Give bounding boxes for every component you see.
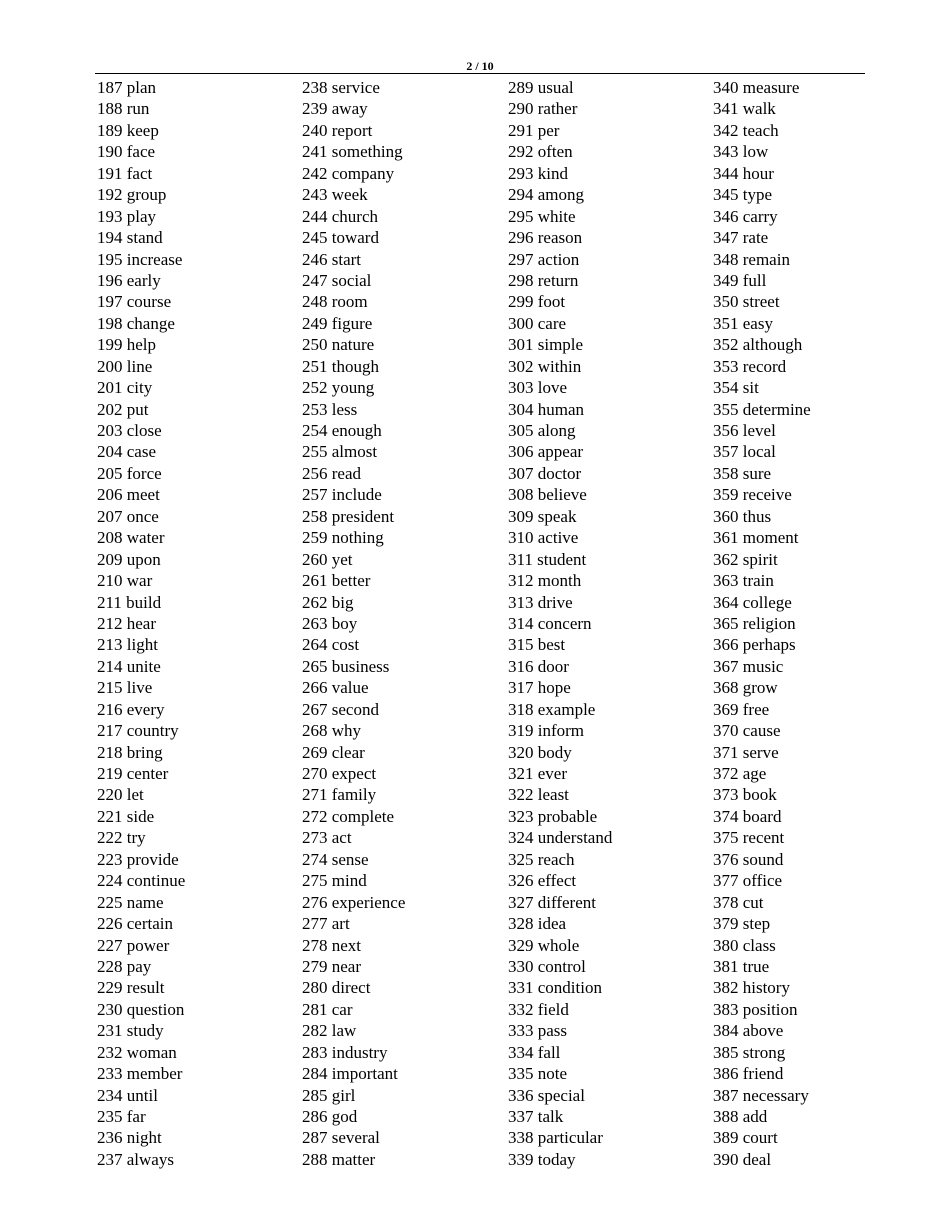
word-list-item: 304 human: [508, 399, 585, 419]
word-list-item: 386 friend: [713, 1064, 784, 1084]
word-list-item: 345 type: [713, 185, 773, 205]
word-list-item: 235 far: [97, 1107, 146, 1126]
word-list-item: 269 clear: [302, 742, 365, 762]
word-list-item: 246 start: [302, 249, 362, 269]
word-list-item: 212 hear: [97, 613, 157, 633]
word-list-item: 282 law: [302, 1021, 357, 1041]
word-list-item: 339 today: [508, 1149, 576, 1169]
word-list-item: 266 value: [302, 678, 369, 698]
word-list-item: 262 big: [302, 592, 354, 612]
word-list-item: 341 walk: [713, 99, 776, 119]
word-list-item: 204 case: [97, 442, 157, 462]
word-list-item: 356 level: [713, 421, 776, 440]
word-list-item: 342 teach: [713, 120, 779, 140]
word-list-item: 351 easy: [713, 313, 773, 333]
word-list-item: 381 true: [713, 956, 770, 976]
word-list-item: 203 close: [97, 421, 162, 440]
word-column-2: [302, 77, 405, 1170]
word-list-item: 280 direct: [302, 978, 371, 998]
word-list-item: 225 name: [97, 892, 164, 912]
word-list-item: 300 care: [508, 313, 567, 333]
word-list-item: 228 pay: [97, 956, 152, 976]
word-list-item: 295 white: [508, 206, 576, 226]
word-list-item: 240 report: [302, 120, 373, 140]
word-list-item: 226 certain: [97, 914, 173, 934]
word-list-item: 306 appear: [508, 442, 584, 462]
word-list-item: 347 rate: [713, 228, 769, 248]
header-divider: [95, 73, 865, 74]
word-list-item: 193 play: [97, 206, 157, 226]
word-list-item: 380 class: [713, 935, 776, 955]
word-list-item: 353 record: [713, 356, 787, 376]
word-list-item: 190 face: [97, 142, 156, 162]
word-list-item: 237 always: [97, 1149, 174, 1169]
word-list-item: 270 expect: [302, 764, 377, 783]
word-list-item: 383 position: [713, 999, 798, 1019]
word-list-item: 249 figure: [302, 313, 373, 333]
word-list-item: 294 among: [508, 185, 585, 205]
word-list-item: 230 question: [97, 999, 185, 1019]
word-list-item: 325 reach: [508, 849, 575, 869]
word-list-item: 284 important: [302, 1064, 398, 1084]
word-list-item: 273 act: [302, 828, 352, 848]
word-list-item: 343 low: [713, 142, 769, 162]
word-list-item: 220 let: [97, 785, 144, 805]
word-list-item: 328 idea: [508, 914, 567, 934]
word-list-item: 281 car: [302, 999, 353, 1019]
word-list-item: 363 train: [713, 571, 774, 591]
word-list-item: 377 office: [713, 871, 783, 891]
word-list-item: 389 court: [713, 1128, 778, 1148]
word-list-item: 379 step: [713, 914, 771, 934]
word-list-item: 317 hope: [508, 678, 571, 698]
word-list-item: 286 god: [302, 1107, 358, 1126]
word-list-item: 350 street: [713, 292, 780, 312]
word-list-item: 208 water: [97, 528, 165, 548]
word-list-item: 200 line: [97, 356, 153, 376]
word-list-item: 201 city: [97, 378, 153, 398]
word-list-item: 253 less: [302, 399, 358, 419]
word-list-item: 196 early: [97, 270, 161, 290]
word-list-item: 261 better: [302, 571, 371, 591]
word-list-item: 372 age: [713, 764, 767, 783]
word-list-item: 369 free: [713, 699, 770, 719]
word-list-item: 263 boy: [302, 613, 358, 633]
word-list-item: 194 stand: [97, 228, 163, 248]
word-list-item: 387 necessary: [713, 1085, 809, 1105]
word-list-item: 314 concern: [508, 613, 592, 633]
word-list-item: 388 add: [713, 1107, 768, 1126]
word-list-item: 316 door: [508, 656, 569, 676]
word-list-item: 229 result: [97, 978, 165, 998]
word-list-item: 312 month: [508, 571, 582, 591]
word-list-item: 340 measure: [713, 78, 800, 97]
word-list-item: 382 history: [713, 978, 790, 998]
word-list-item: 307 doctor: [508, 463, 582, 483]
word-list-item: 370 cause: [713, 721, 781, 741]
word-list-item: 297 action: [508, 249, 580, 269]
word-list-item: 349 full: [713, 270, 767, 290]
word-list-item: 322 least: [508, 785, 569, 805]
word-list-item: 252 young: [302, 378, 375, 398]
word-list-item: 256 read: [302, 463, 362, 483]
word-list-item: 264 cost: [302, 635, 360, 655]
word-list-item: 308 believe: [508, 485, 587, 505]
word-list-item: 337 talk: [508, 1107, 564, 1126]
word-list-item: 209 upon: [97, 549, 161, 569]
word-list-item: 327 different: [508, 892, 596, 912]
word-list-item: 329 whole: [508, 935, 580, 955]
word-list-item: 333 pass: [508, 1021, 568, 1041]
word-list-item: 258 president: [302, 506, 395, 526]
word-list-item: 195 increase: [97, 249, 183, 269]
word-list-item: 378 cut: [713, 892, 764, 912]
word-list-item: 213 light: [97, 635, 158, 655]
word-list-item: 357 local: [713, 442, 776, 462]
word-list-item: 309 speak: [508, 506, 577, 526]
word-list-item: 346 carry: [713, 206, 778, 226]
word-list-item: 238 service: [302, 78, 380, 97]
word-list-item: 276 experience: [302, 892, 406, 912]
word-list-item: 241 something: [302, 142, 403, 162]
word-list-item: 218 bring: [97, 742, 163, 762]
word-list-item: 222 try: [97, 828, 146, 848]
word-list-item: 250 nature: [302, 335, 375, 355]
word-list-item: 384 above: [713, 1021, 784, 1041]
word-list-item: 216 every: [97, 699, 165, 719]
word-list-item: 302 within: [508, 356, 582, 376]
word-list-item: 221 side: [97, 806, 155, 826]
page-number: 2 / 10: [466, 59, 494, 73]
word-list-item: 214 unite: [97, 656, 161, 676]
word-list-item: 202 put: [97, 399, 149, 419]
word-list-item: 366 perhaps: [713, 635, 796, 655]
word-list-item: 197 course: [97, 292, 172, 312]
word-list-item: 362 spirit: [713, 549, 778, 569]
word-list-item: 305 along: [508, 421, 576, 440]
word-list-item: 265 business: [302, 656, 390, 676]
word-list-item: 287 several: [302, 1128, 380, 1148]
word-list-item: 207 once: [97, 506, 159, 526]
word-list-item: 374 board: [713, 806, 782, 826]
word-list-item: 354 sit: [713, 378, 759, 398]
word-list-item: 275 mind: [302, 871, 367, 891]
word-list-item: 348 remain: [713, 249, 790, 269]
word-list-item: 211 build: [97, 592, 162, 612]
word-list-item: 320 body: [508, 742, 572, 762]
word-list-item: 285 girl: [302, 1085, 356, 1105]
word-list-item: 206 meet: [97, 485, 160, 505]
word-column-1: [97, 77, 185, 1170]
word-list-item: 321 ever: [508, 764, 568, 783]
word-list-item: 234 until: [97, 1085, 158, 1105]
word-list-item: 239 away: [302, 99, 368, 119]
word-list-item: 243 week: [302, 185, 368, 205]
word-list-item: 319 inform: [508, 721, 585, 741]
word-list-item: 219 center: [97, 764, 169, 783]
word-list-item: 352 although: [713, 335, 803, 355]
word-list-item: 187 plan: [97, 78, 157, 97]
word-list-item: 271 family: [302, 785, 377, 805]
word-list-item: 189 keep: [97, 120, 159, 140]
word-list-item: 231 study: [97, 1021, 164, 1041]
word-list-item: 259 nothing: [302, 528, 384, 548]
word-list-item: 199 help: [97, 335, 157, 355]
word-list-item: 277 art: [302, 914, 350, 934]
word-list-item: 296 reason: [508, 228, 583, 248]
word-list-item: 331 condition: [508, 978, 602, 998]
word-list-item: 244 church: [302, 206, 379, 226]
word-list-item: 364 college: [713, 592, 792, 612]
word-list-item: 390 deal: [713, 1149, 772, 1169]
word-list-item: 324 understand: [508, 828, 613, 848]
word-list-item: 365 religion: [713, 613, 796, 633]
word-list-item: 323 probable: [508, 806, 598, 826]
word-list-item: 313 drive: [508, 592, 573, 612]
word-list-item: 360 thus: [713, 506, 772, 526]
word-list-item: 376 sound: [713, 849, 784, 869]
word-list-item: 274 sense: [302, 849, 369, 869]
word-list-item: 310 active: [508, 528, 579, 548]
word-list-item: 335 note: [508, 1064, 568, 1084]
word-list-item: 198 change: [97, 313, 175, 333]
word-list-item: 227 power: [97, 935, 170, 955]
word-list-item: 334 fall: [508, 1042, 561, 1062]
word-list-item: 278 next: [302, 935, 362, 955]
word-list-item: 292 often: [508, 142, 573, 162]
word-list-item: 217 country: [97, 721, 179, 741]
word-list-item: 311 student: [508, 549, 587, 569]
word-list-item: 355 determine: [713, 399, 811, 419]
word-list-item: 359 receive: [713, 485, 792, 505]
word-list-item: 371 serve: [713, 742, 779, 762]
word-list-item: 210 war: [97, 571, 153, 591]
word-list-item: 293 kind: [508, 163, 568, 183]
word-list-item: 232 woman: [97, 1042, 177, 1062]
word-list-item: 251 though: [302, 356, 379, 376]
word-list-item: 233 member: [97, 1064, 183, 1084]
word-list-item: 223 provide: [97, 849, 179, 869]
word-list-item: 254 enough: [302, 421, 382, 440]
word-list-item: 344 hour: [713, 163, 774, 183]
word-list-item: 291 per: [508, 120, 560, 140]
word-list-item: 257 include: [302, 485, 382, 505]
word-list-item: 289 usual: [508, 78, 574, 97]
word-list-item: 361 moment: [713, 528, 799, 548]
word-column-3: [508, 77, 612, 1170]
word-list-item: 224 continue: [97, 871, 186, 891]
word-list-item: 330 control: [508, 956, 586, 976]
word-list-item: 188 run: [97, 99, 150, 119]
word-list-item: 279 near: [302, 956, 362, 976]
word-list-item: 255 almost: [302, 442, 378, 462]
word-list-item: 375 recent: [713, 828, 785, 848]
word-list-item: 248 room: [302, 292, 368, 312]
word-list-item: 368 grow: [713, 678, 778, 698]
word-list-item: 336 special: [508, 1085, 585, 1105]
word-list-item: 288 matter: [302, 1149, 376, 1169]
word-list-item: 267 second: [302, 699, 379, 719]
word-list-item: 303 love: [508, 378, 568, 398]
word-list-item: 373 book: [713, 785, 777, 805]
word-list-item: 191 fact: [97, 163, 153, 183]
word-list-item: 318 example: [508, 699, 596, 719]
word-list-item: 326 effect: [508, 871, 577, 891]
word-list-item: 385 strong: [713, 1042, 786, 1062]
word-list-item: 236 night: [97, 1128, 162, 1148]
word-list-item: 192 group: [97, 185, 167, 205]
word-list-item: 245 toward: [302, 228, 379, 248]
word-list-item: 272 complete: [302, 806, 395, 826]
word-list-item: 315 best: [508, 635, 566, 655]
word-list-item: 299 foot: [508, 292, 566, 312]
word-list-item: 242 company: [302, 163, 395, 183]
word-list-item: 290 rather: [508, 99, 578, 119]
word-list-item: 247 social: [302, 270, 372, 290]
word-list-item: 215 live: [97, 678, 153, 698]
word-column-4: [713, 77, 811, 1170]
word-list-item: 260 yet: [302, 549, 353, 569]
word-list-item: 205 force: [97, 463, 162, 483]
word-list-item: 283 industry: [302, 1042, 388, 1062]
word-list-item: 268 why: [302, 721, 362, 741]
word-list-item: 358 sure: [713, 463, 772, 483]
word-list-item: 298 return: [508, 270, 579, 290]
word-list-item: 332 field: [508, 999, 569, 1019]
word-list-item: 367 music: [713, 656, 784, 676]
word-list-item: 338 particular: [508, 1128, 603, 1148]
word-list-item: 301 simple: [508, 335, 584, 355]
